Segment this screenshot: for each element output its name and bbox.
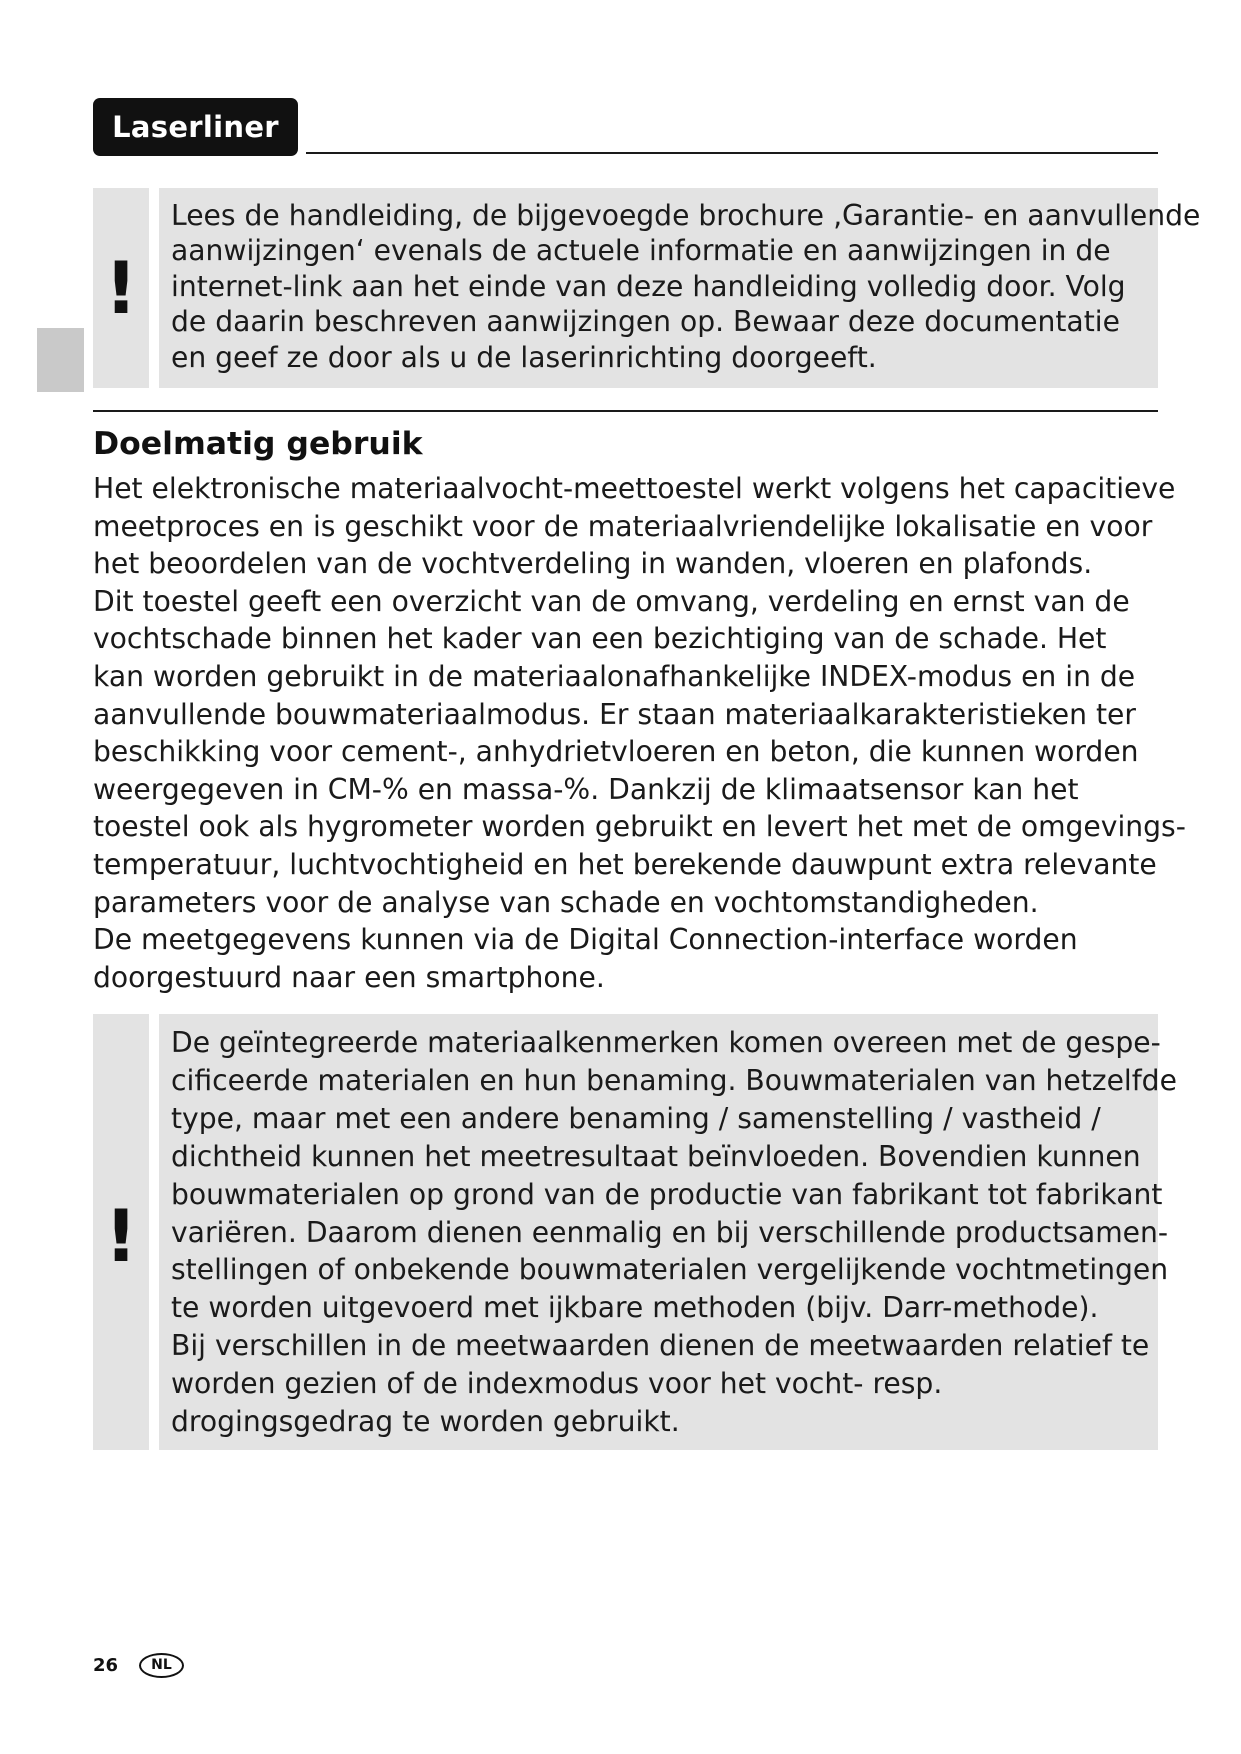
warning-marker xyxy=(93,188,149,388)
warning-line: de daarin beschreven aanwijzingen op. Bewaar deze documentatie xyxy=(171,305,1120,339)
warning-line: stellingen of onbekende bouwmaterialen vergelijkende vochtmetingen xyxy=(171,1253,1169,1287)
warning-line: variëren. Daarom dienen eenmalig en bij verschillende productsamen- xyxy=(171,1215,1169,1249)
body-line: De meetgegevens kunnen via de Digital Connection-interface worden xyxy=(93,923,1078,957)
warning-line: drogingsgedrag te worden gebruikt. xyxy=(171,1405,680,1439)
exclamation-icon: ! xyxy=(104,246,138,330)
body-line: vochtschade binnen het kader van een bezichtiging van de schade. Het xyxy=(93,622,1107,656)
body-line: Het elektronische materiaalvocht-meettoestel werkt volgens het capacitieve xyxy=(93,472,1176,505)
warning-line: aanwijzingen‘ evenals de actuele informatie en aanwijzingen in de xyxy=(171,234,1111,268)
body-line: aanvullende bouwmateriaalmodus. Er staan materiaalkarakteristieken ter xyxy=(93,697,1136,731)
page-number: 26 xyxy=(93,1655,119,1676)
body-line: doorgestuurd naar een smartphone. xyxy=(93,960,605,994)
body-line: Dit toestel geeft een overzicht van de omvang, verdeling en ernst van de xyxy=(93,584,1130,618)
warning-line: type, maar met een andere benaming / samenstelling / vastheid / xyxy=(171,1101,1101,1135)
warning-line: en geef ze door als u de laserinrichting doorgeeft. xyxy=(171,340,877,374)
language-badge: NL xyxy=(139,1653,184,1678)
warning-line: internet-link aan het einde van deze handleiding volledig door. Volg xyxy=(171,269,1126,303)
warning-note-materials xyxy=(159,1014,1177,1450)
warning-note-instructions xyxy=(159,188,1201,388)
warning-line: te worden uitgevoerd met ijkbare methoden (bijv. Darr-methode). xyxy=(171,1291,1099,1325)
body-line: kan worden gebruikt in de materiaalonafhankelijke INDEX-modus en in de xyxy=(93,659,1136,693)
exclamation-icon: ! xyxy=(104,1194,138,1278)
body-line: temperatuur, luchtvochtigheid en het berekende dauwpunt extra relevante xyxy=(93,847,1157,881)
section-heading: Doelmatig gebruik xyxy=(93,426,423,462)
body-line: parameters voor de analyse van schade en vochtomstandigheden. xyxy=(93,885,1039,919)
warning-line: De geïntegreerde materiaalkenmerken komen overeen met de gespe- xyxy=(171,1026,1161,1059)
warning-line: cificeerde materialen en hun benaming. Bouwmaterialen van hetzelfde xyxy=(171,1063,1177,1097)
header-rule xyxy=(306,152,1158,154)
warning-line: bouwmaterialen op grond van de productie van fabrikant tot fabrikant xyxy=(171,1177,1163,1211)
section-divider xyxy=(93,410,1158,412)
warning-line: worden gezien of de indexmodus voor het vocht- resp. xyxy=(171,1367,943,1401)
body-line: meetproces en is geschikt voor de materiaalvriendelijke lokalisatie en voor xyxy=(93,509,1153,543)
section-tab-marker xyxy=(37,328,84,392)
warning-line: Lees de handleiding, de bijgevoegde brochure ‚Garantie- en aanvullende xyxy=(171,199,1201,232)
warning-line: dichtheid kunnen het meetresultaat beïnvloeden. Bovendien kunnen xyxy=(171,1139,1141,1173)
body-line: het beoordelen van de vochtverdeling in wanden, vloeren en plafonds. xyxy=(93,547,1093,581)
section-body xyxy=(93,470,1193,996)
body-line: weergegeven in CM-% en massa-%. Dankzij de klimaatsensor kan het xyxy=(93,772,1079,806)
body-line: beschikking voor cement-, anhydrietvloeren en beton, die kunnen worden xyxy=(93,735,1139,769)
warning-line: Bij verschillen in de meetwaarden dienen de meetwaarden relatief te xyxy=(171,1329,1150,1363)
brand-logo: Laserliner xyxy=(93,98,298,156)
warning-marker xyxy=(93,1014,149,1450)
body-line: toestel ook als hygrometer worden gebruikt en levert het met de omgevings- xyxy=(93,810,1186,844)
